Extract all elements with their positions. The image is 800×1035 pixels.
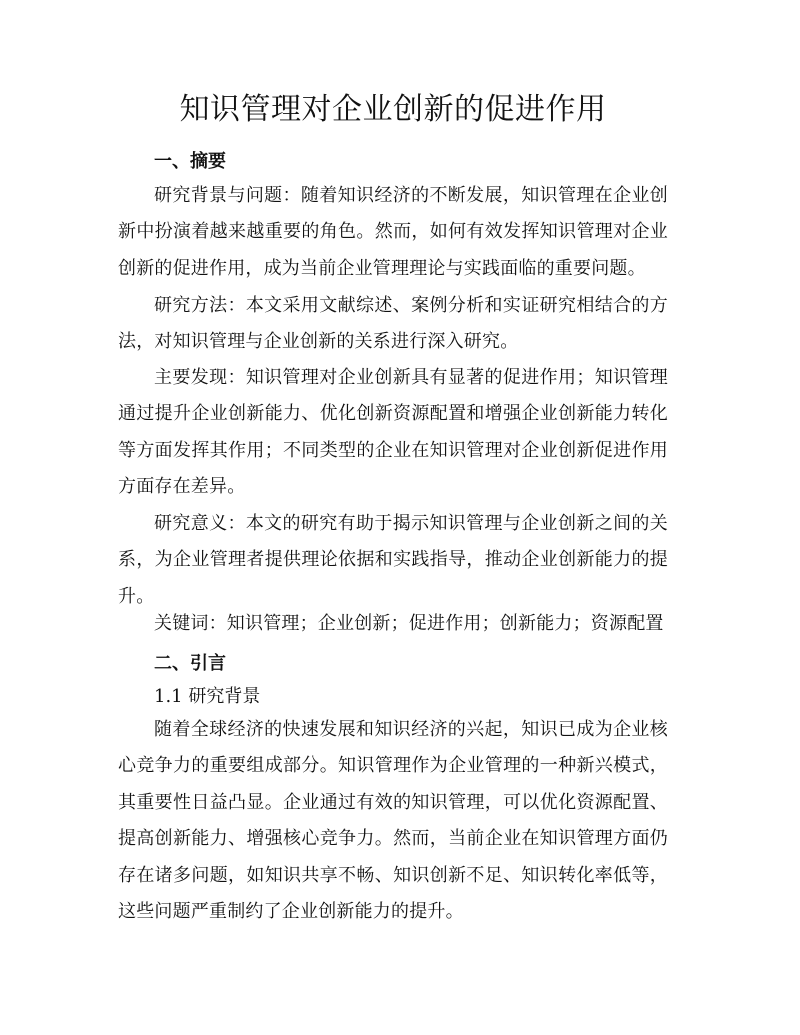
abstract-keywords: 关键词：知识管理；企业创新；促进作用；创新能力；资源配置 [154,613,664,634]
document-title: 知识管理对企业创新的促进作用 [179,92,607,127]
subsection-heading-background: 1.1 研究背景 [154,686,261,707]
abstract-method-paragraph: 研究方法：本文采用文献综述、案例分析和实证研究相结合的方法，对知识管理与企业创新的关系进行深入研究。 [118,295,668,353]
abstract-background-paragraph: 研究背景与问题：随着知识经济的不断发展，知识管理在企业创新中扮演着越来越重要的角色。然而，如何有效发挥知识管理对企业创新的促进作用，成为当前企业管理理论与实践面临的重要问题。 [118,185,668,279]
abstract-significance-paragraph: 研究意义：本文的研究有助于揭示知识管理与企业创新之间的关系，为企业管理者提供理论依据和实践指导，推动企业创新能力的提升。 [118,513,668,607]
section-heading-abstract: 一、摘要 [154,151,226,172]
section-heading-introduction: 二、引言 [154,653,226,674]
introduction-background-paragraph: 随着全球经济的快速发展和知识经济的兴起，知识已成为企业核心竞争力的重要组成部分。知识管理作为企业管理的一种新兴模式，其重要性日益凸显。企业通过有效的知识管理，可以优化资源配置、提高创新能力、增强核心竞争力。然而，当前企业在知识管理方面仍存在诸多问题，如知识共享不畅、知识创新不足、知识转化率低等，这些问题严重制约了企业创新能力的提升。 [118,719,668,923]
abstract-findings-paragraph: 主要发现：知识管理对企业创新具有显著的促进作用；知识管理通过提升企业创新能力、优化创新资源配置和增强企业创新能力转化等方面发挥其作用；不同类型的企业在知识管理对企业创新促进作用方面存在差异。 [118,367,668,498]
